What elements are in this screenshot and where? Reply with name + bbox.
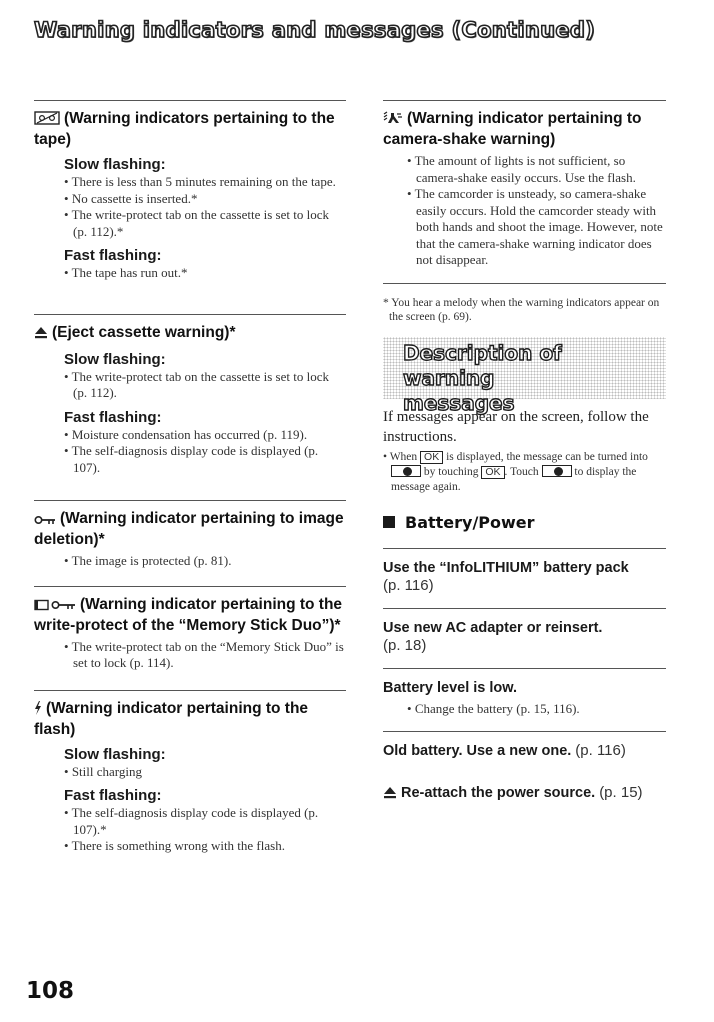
list-item: • There is less than 5 minutes remaining on the tape. (64, 174, 346, 191)
message-item: Old battery. Use a new one. (p. 116) (383, 731, 666, 774)
tape-warning-section (34, 100, 346, 282)
list-item: • The write-protect tab on the cassette is set to lock (p. 112). (64, 369, 346, 402)
flash-warning-heading: (Warning indicator pertaining to the flash) (34, 699, 309, 738)
list-item: • The amount of lights is not sufficient, so camera-shake easily occurs. Use the flash. (407, 153, 666, 186)
list-item: • No cassette is inserted.* (64, 191, 346, 208)
memory-stick-lock-icon (34, 597, 76, 616)
list-item: • The write-protect tab on the “Memory Stick Duo” is set to lock (p. 114). (64, 639, 346, 672)
list-item: • Still charging (64, 764, 346, 781)
square-bullet-icon (383, 516, 395, 528)
memory-stick-section (34, 586, 346, 672)
ok-key: OK (481, 466, 504, 479)
eject-warning-section (34, 314, 346, 477)
slow-flashing-label: Slow flashing: (64, 156, 166, 173)
list-item: • There is something wrong with the flash. (64, 838, 346, 855)
left-column (34, 100, 346, 855)
melody-footnote: * You hear a melody when the warning indicators appear on the screen (p. 69). (383, 296, 660, 323)
ok-key: OK (420, 451, 443, 464)
image-deletion-section (34, 500, 346, 570)
section-banner (383, 337, 666, 415)
tape-icon (34, 111, 60, 130)
category-heading: Battery/Power (383, 513, 666, 532)
slow-flashing-label: Slow flashing: (64, 745, 166, 763)
image-deletion-heading: (Warning indicator pertaining to image deletion)* (34, 510, 344, 548)
info-key-icon (391, 465, 421, 477)
eject-icon (34, 325, 48, 344)
slow-flashing-label: Slow flashing: (64, 350, 166, 368)
list-item: • The write-protect tab on the cassette is set to lock (p. 112).* (64, 207, 346, 240)
message-item: Re-attach the power source. (p. 15) (383, 774, 666, 804)
page-title: Warning indicators and messages (Continued) (34, 18, 596, 42)
list-item: • The tape has run out.* (64, 265, 346, 282)
fast-flashing-label: Fast flashing: (64, 787, 162, 804)
list-item: • The image is protected (p. 81). (64, 553, 346, 570)
list-item: • The self-diagnosis display code is displayed (p. 107).* (64, 805, 346, 838)
camera-shake-section (383, 100, 666, 269)
eject-icon (383, 786, 397, 804)
list-item: • Change the battery (p. 15, 116). (407, 701, 666, 718)
list-item: • The self-diagnosis display code is displayed (p. 107). (64, 443, 346, 476)
intro-text: If messages appear on the screen, follow the instructions. (383, 408, 649, 445)
fast-flashing-label: Fast flashing: (64, 247, 162, 264)
tape-warning-heading: (Warning indicators pertaining to the tape) (34, 110, 335, 148)
eject-warning-heading: (Eject cassette warning)* (52, 323, 236, 341)
list-item: • The camcorder is unsteady, so camera-shake easily occurs. Hold the camcorder steady with both hands and shoot the image. However, note that the camera-shake warning indicator does not disappear. (407, 186, 666, 269)
fast-flashing-label: Fast flashing: (64, 408, 162, 426)
key-icon (34, 511, 56, 530)
camera-shake-heading: (Warning indicator pertaining to camera-shake warning) (383, 110, 642, 148)
display-note: • When OK is displayed, the message can be turned into by touching OK . Touch to display the message again. (383, 450, 666, 495)
message-item: Battery level is low. • Change the battery (p. 15, 116). (383, 668, 666, 732)
memory-stick-heading: (Warning indicator pertaining to the write-protect of the “Memory Stick Duo”)* (34, 595, 343, 634)
message-item: Use the “InfoLITHIUM” battery pack (p. 116) (383, 548, 666, 608)
right-column (383, 100, 666, 804)
banner-title: Description of warning messages (403, 340, 562, 415)
flash-warning-section (34, 690, 346, 855)
page-number: 108 (26, 978, 75, 1004)
flash-icon (34, 701, 42, 720)
list-item: • Moisture condensation has occurred (p. 119). (64, 427, 346, 444)
camera-shake-icon (383, 111, 403, 130)
message-item: Use new AC adapter or reinsert. (p. 18) (383, 608, 666, 668)
info-key-icon (542, 465, 572, 477)
